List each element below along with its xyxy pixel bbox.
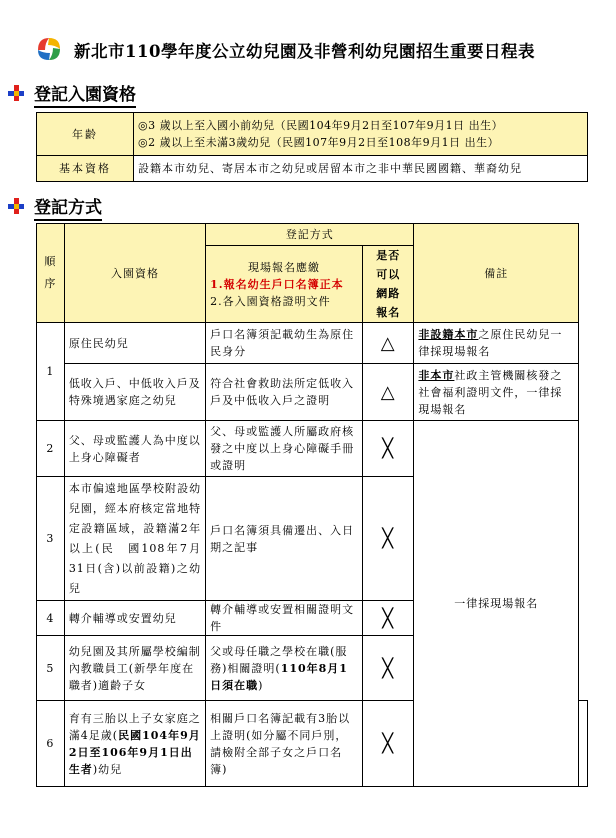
age-value [134, 113, 588, 156]
row-qualification: 幼兒園及其所屬學校編制內教職員工(新學年度在職者)適齡子女 [64, 636, 205, 701]
row-number: 5 [37, 636, 65, 701]
section-eligibility-header [6, 80, 306, 106]
header-order: 順序 [37, 224, 65, 323]
row-number: 1 [37, 323, 65, 421]
pin-icon [6, 84, 26, 102]
row-qualification: 原住民幼兒 [64, 323, 205, 364]
document-title-bar [34, 34, 604, 68]
row-document: 父、母或監護人所屬政府核發之中度以上身心障礙手冊或證明 [206, 421, 363, 477]
basic-value: 設籍本市幼兒、寄居本市之幼兒或居留本市之非中華民國國籍、華裔幼兒 [134, 156, 588, 182]
pin-icon [6, 197, 26, 215]
row-number: 3 [37, 477, 65, 601]
row-note-shared: 一律採現場報名 [414, 421, 579, 787]
row-note: 非本市社政主管機關核發之社會福利證明文件，一律採現場報名 [414, 364, 579, 421]
header-online: 是否可以網路報名 [363, 246, 414, 323]
row-qualification: 低收入戶、中低收入戶及特殊境遇家庭之幼兒 [64, 364, 205, 421]
row-note-empty [579, 701, 588, 787]
row-document: 符合社會救助法所定低收入戶及中低收入戶之證明 [206, 364, 363, 421]
triangle-icon: △ [363, 364, 414, 421]
basic-label: 基本資格 [37, 156, 134, 182]
page-title: 新北市110學年度公立幼兒園及非營利幼兒園招生重要日程表 [74, 42, 535, 61]
row-qualification: 父、母或監護人為中度以上身心障礙者 [64, 421, 205, 477]
eligibility-table [36, 112, 588, 182]
cross-icon: ╳ [363, 601, 414, 636]
header-onsite-title: 現場報名應繳 [248, 260, 321, 274]
header-note: 備註 [414, 224, 579, 323]
cross-icon: ╳ [363, 701, 414, 787]
row-qualification: 育有三胎以上子女家庭之滿4足歲(民國104年9月2日至106年9月1日出生者)幼兒 [64, 701, 205, 787]
header-qualification: 入園資格 [64, 224, 205, 323]
row-document: 轉介輔導或安置相關證明文件 [206, 601, 363, 636]
section-title: 登記入園資格 [34, 80, 136, 108]
row-note: 非設籍本市之原住民幼兒一律採現場報名 [414, 323, 579, 364]
cross-icon: ╳ [363, 421, 414, 477]
row-qualification: 轉介輔導或安置幼兒 [64, 601, 205, 636]
cross-icon: ╳ [363, 477, 414, 601]
row-document: 父或母任職之學校在職(服務)相關證明(110年8月1日須在職) [206, 636, 363, 701]
new-taipei-logo-icon [34, 34, 64, 64]
table-row [37, 421, 588, 477]
age-line-2: ◎2 歲以上至未滿3歲幼兒（民國107年9月2日至108年9月1日 出生） [138, 136, 500, 149]
age-label: 年齡 [37, 113, 134, 156]
header-method: 登記方式 [206, 224, 414, 246]
triangle-icon: △ [363, 323, 414, 364]
row-document: 戶口名簿須具備遷出、入日期之記事 [206, 477, 363, 601]
header-onsite-item-1: 1.報名幼生戶口名簿正本 [210, 277, 344, 291]
section-title: 登記方式 [34, 193, 102, 221]
age-line-1: ◎3 歲以上至入國小前幼兒（民國104年9月2日至107年9月1日 出生） [138, 119, 504, 132]
row-number: 6 [37, 701, 65, 787]
row-qualification: 本市偏遠地區學校附設幼兒園，經本府核定當地特定設籍區域，設籍滿2年以上(民 國108年7月31日(含)以前設籍)之幼兒 [64, 477, 205, 601]
table-row [37, 323, 588, 364]
row-document: 戶口名簿須記載幼生為原住民身分 [206, 323, 363, 364]
section-registration-header [6, 193, 306, 219]
cross-icon: ╳ [363, 636, 414, 701]
header-onsite-item-2: 2.各入園資格證明文件 [210, 294, 331, 308]
row-number: 4 [37, 601, 65, 636]
row-number: 2 [37, 421, 65, 477]
table-row [37, 364, 588, 421]
header-onsite [206, 246, 363, 323]
registration-table [36, 223, 588, 787]
row-document: 相關戶口名簿記載有3胎以上證明(如分屬不同戶別，請檢附全部子女之戶口名簿) [206, 701, 363, 787]
